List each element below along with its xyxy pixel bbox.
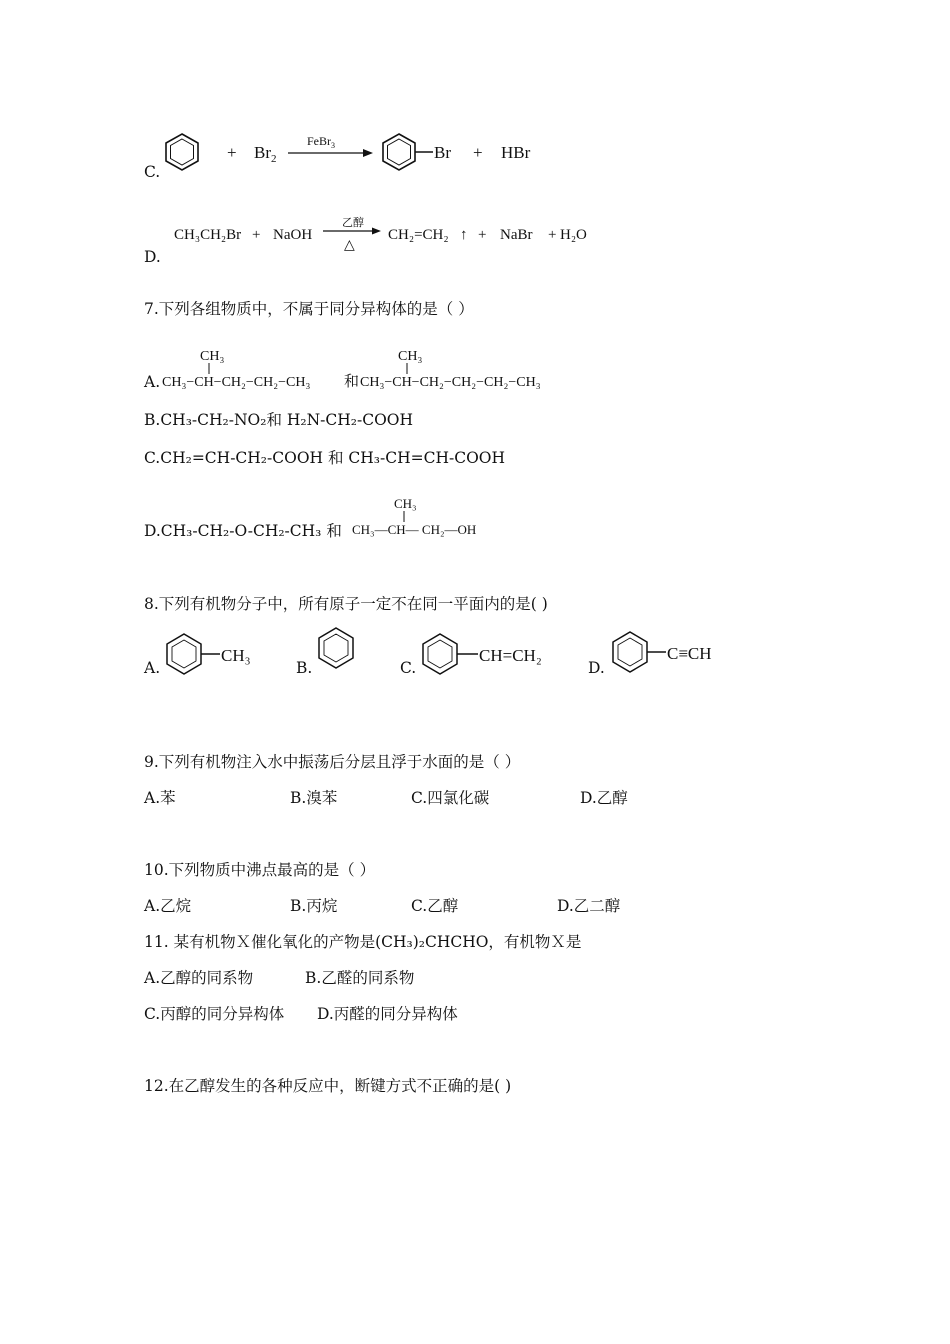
q7-stem: 7.下列各组物质中，不属于同分异构体的是（ ） (144, 300, 474, 318)
q8-opta-substituent: CH₃ (221, 646, 251, 665)
q9-opt-d: D.乙醇 (580, 789, 628, 807)
q7-optc: C.CH₂=CH-CH₂-COOH 和 CH₃-CH=CH-COOH (144, 449, 505, 467)
q6-optd-product1: CH₂=CH₂ (388, 227, 449, 243)
q7-opta-and: 和 (344, 374, 360, 390)
q6-optd-gas-arrow: ↑ (460, 227, 468, 243)
q11-opt-c: C.丙醇的同分异构体 (144, 1005, 285, 1023)
q8-opta-label: A. (144, 659, 161, 677)
q10-opt-d: D.乙二醇 (557, 897, 621, 915)
benzene-ring-icon (166, 134, 198, 170)
q8-optc-structure (414, 630, 564, 680)
q6-optd-equation (170, 210, 600, 258)
benzene-ring-icon (613, 632, 647, 672)
benzene-ring-icon (167, 634, 201, 674)
q7-optd-structure (350, 490, 510, 542)
q6-optd-water: H₂O (560, 227, 587, 243)
q7-opta-left-chain: CH₃−CH−CH₂−CH₂−CH₃ (162, 375, 311, 390)
q7-opta-label: A. (144, 373, 161, 391)
q11-stem: 11. 某有机物Ｘ催化氧化的产物是(CH₃)₂CHCHO，有机物Ｘ是 (144, 933, 582, 951)
q8-optd-substituent: C≡CH (667, 644, 712, 663)
q6-optd-plus3: + (548, 227, 557, 243)
q6-optd-plus2: + (478, 227, 487, 243)
q8-optb-structure (310, 624, 362, 674)
q9-opt-a: A.苯 (144, 789, 176, 807)
q7-opta-right-chain: CH₃−CH−CH₂−CH₂−CH₂−CH₃ (360, 375, 541, 390)
q6-optc-plus1: + (227, 143, 237, 162)
q8-optc-substituent: CH=CH₂ (479, 646, 542, 665)
q6-optc-label: C. (144, 163, 161, 181)
q8-optd-structure (604, 628, 734, 678)
q8-optc-label: C. (400, 659, 417, 677)
q11-opt-b: B.乙醛的同系物 (305, 969, 415, 987)
benzene-ring-icon (319, 628, 353, 668)
q6-optc-sub-br: Br (434, 143, 451, 162)
q7-optb: B.CH₃-CH₂-NO₂和 H₂N-CH₂-COOH (144, 411, 414, 429)
q6-optd-label: D. (144, 248, 161, 266)
q8-opta-structure (160, 630, 270, 680)
q8-optb-label: B. (296, 659, 313, 677)
q6-optd-condition-top: 乙醇 (342, 217, 364, 229)
q6-optc-catalyst: FeBr$_3$ (307, 134, 335, 150)
q9-opt-c: C.四氯化碳 (411, 789, 490, 807)
q6-optd-condition-bottom: △ (344, 238, 355, 253)
q6-optc-br2: $Br_2$ (254, 143, 277, 165)
q6-optd-plus1: + (252, 227, 261, 243)
q7-optd-text: D.CH₃-CH₂-O-CH₂-CH₃ 和 (144, 522, 342, 540)
q10-opt-b: B.丙烷 (290, 897, 338, 915)
q11-opt-d: D.丙醛的同分异构体 (317, 1005, 458, 1023)
q10-opt-a: A.乙烷 (144, 897, 192, 915)
q7-optd-chain: CH₃—CH— CH₂—OH (352, 522, 477, 537)
q6-optd-naoh: NaOH (273, 227, 313, 243)
q7-opta-structures (158, 340, 598, 396)
q10-opt-c: C.乙醇 (411, 897, 459, 915)
q8-stem: 8.下列有机物分子中，所有原子一定不在同一平面内的是( ) (144, 595, 548, 613)
q9-stem: 9.下列有机物注入水中振荡后分层且浮于水面的是（ ） (144, 753, 521, 771)
q8-optd-label: D. (588, 659, 605, 677)
q6-optc-hbr: HBr (501, 143, 531, 162)
q10-stem: 10.下列物质中沸点最高的是（ ） (144, 861, 376, 879)
reaction-arrow-icon (288, 149, 373, 157)
q6-optd-nabr: NaBr (500, 227, 533, 243)
q12-stem: 12.在乙醇发生的各种反应中，断键方式不正确的是( ) (144, 1077, 512, 1095)
benzene-ring-icon (383, 134, 433, 170)
q9-opt-b: B.溴苯 (290, 789, 338, 807)
q7-opta-right-methyl: CH₃ (398, 349, 423, 364)
q11-opt-a: A.乙醇的同系物 (144, 969, 254, 987)
q6-optc-equation (155, 128, 575, 178)
benzene-ring-icon (423, 634, 457, 674)
q7-optd-methyl: CH₃ (394, 496, 417, 511)
q6-optc-plus2: + (473, 143, 483, 162)
q6-optd-reactant1: CH₃CH₂Br (174, 227, 242, 243)
q7-opta-left-methyl: CH₃ (200, 349, 225, 364)
